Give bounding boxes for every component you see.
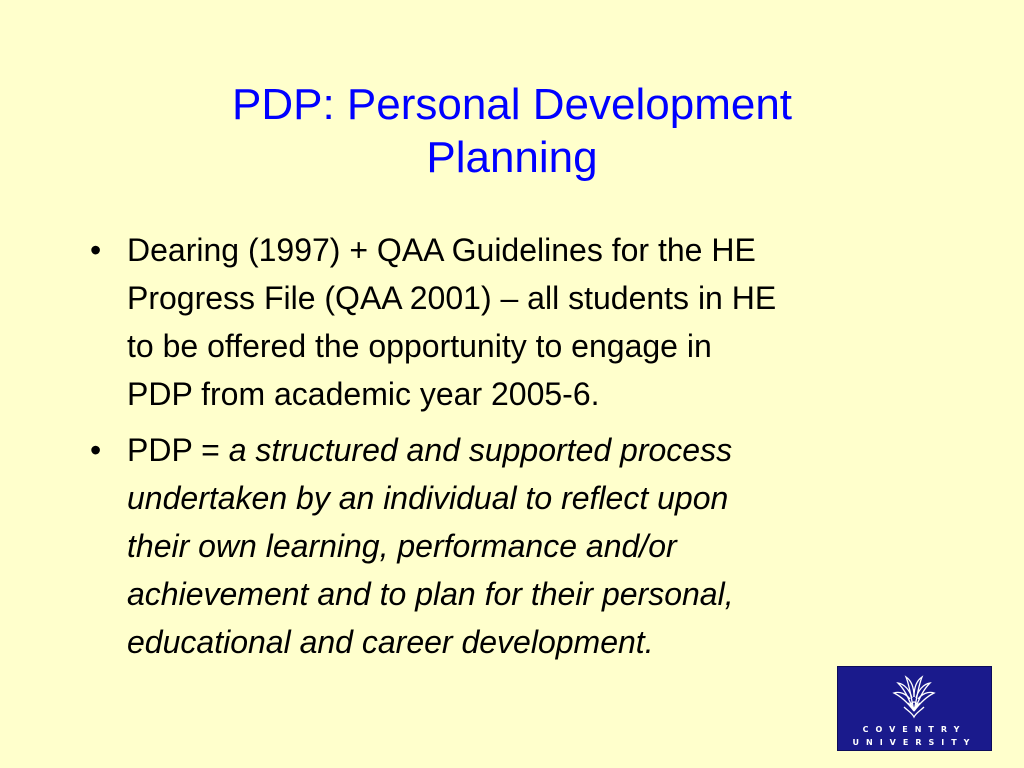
bullet-item-pdp-definition [84,426,954,666]
bullet-text-line: their own learning, performance and/or [127,528,677,564]
bullet-text-line: undertaken by an individual to reflect upon [127,480,729,516]
bullet-item-dearing [84,226,954,418]
slide-title [100,78,924,184]
bullet-list [84,226,954,674]
definition-prefix: PDP = [127,432,229,468]
bullet-text-line [127,426,954,474]
definition-text: a structured and supported process [228,432,733,468]
slide-title-line-2: Planning [426,133,598,182]
coventry-university-logo [837,666,992,751]
bullet-text-line: Progress File (QAA 2001) – all students in HE [127,280,777,316]
bullet-text-line: educational and career development. [127,624,654,660]
bullet-text-line: achievement and to plan for their personal, [127,576,734,612]
slide-title-line-1: PDP: Personal Development [231,80,793,129]
bullet-marker: • [90,432,102,468]
bullet-text-line: PDP from academic year 2005-6. [127,376,600,412]
bullet-text-line: Dearing (1997) + QAA Guidelines for the HE [127,232,756,268]
bullet-text-line: to be offered the opportunity to engage in [127,328,712,364]
logo-word-coventry: COVENTRY [862,725,967,734]
bullet-marker: • [90,232,102,268]
phoenix-icon [838,667,991,725]
logo-word-university: UNIVERSITY [852,738,977,747]
